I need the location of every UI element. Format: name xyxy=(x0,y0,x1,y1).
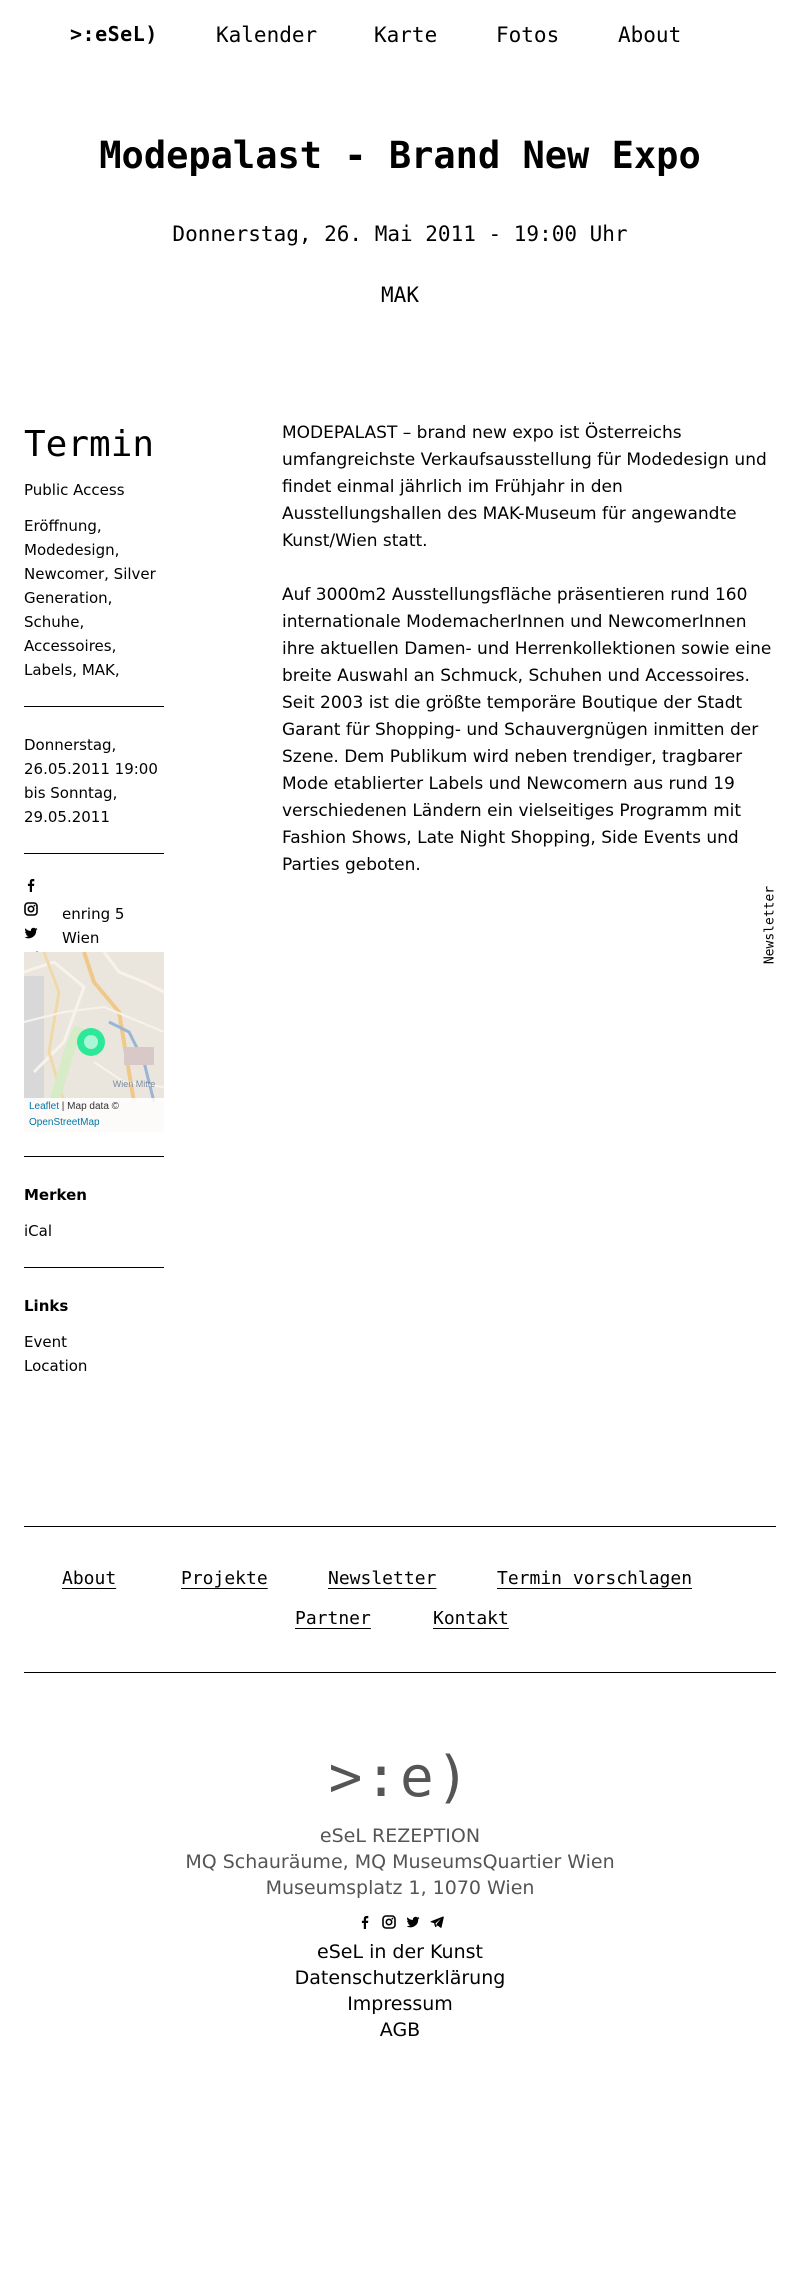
divider xyxy=(24,853,164,854)
footer-logo[interactable]: >:e) xyxy=(328,1745,472,1810)
event-link[interactable]: Event xyxy=(24,1333,67,1351)
footer-kontakt-link[interactable]: Kontakt xyxy=(433,1608,509,1629)
address-street: enring 5 xyxy=(62,905,125,923)
newsletter-tab[interactable] xyxy=(760,885,780,965)
map-station-label: Wien Mitte xyxy=(112,1079,156,1089)
footer-address-1: MQ Schauräume, MQ MuseumsQuartier Wien xyxy=(185,1851,615,1873)
event-sidebar xyxy=(24,420,164,1378)
event-tags: Eröffnung, Modedesign, Newcomer, Silver Generation, Schuhe, Accessoires, Labels, MAK, xyxy=(24,517,156,679)
facebook-icon[interactable] xyxy=(24,878,38,892)
footer-agb-link[interactable]: AGB xyxy=(379,2019,421,2041)
footer-address-2: Museumsplatz 1, 1070 Wien xyxy=(265,1877,535,1899)
address-city: Wien xyxy=(62,929,100,947)
access-label: Public Access xyxy=(24,481,125,499)
newsletter-tab-label: Newsletter xyxy=(762,885,778,965)
footer-partner-link[interactable]: Partner xyxy=(295,1608,371,1629)
event-description xyxy=(282,420,782,906)
facebook-icon[interactable] xyxy=(358,1915,372,1929)
sidebar-heading: Termin xyxy=(24,424,155,465)
map-tiles[interactable] xyxy=(24,952,164,1102)
location-link[interactable]: Location xyxy=(24,1357,88,1375)
footer-about-link[interactable]: About xyxy=(62,1568,117,1589)
attribution-sep: | Map data © xyxy=(59,1101,120,1112)
footer-divider-bottom xyxy=(24,1672,776,1673)
address-block xyxy=(24,902,164,952)
instagram-icon[interactable] xyxy=(382,1915,396,1929)
divider xyxy=(24,1267,164,1268)
nav-fotos[interactable]: Fotos xyxy=(496,23,560,47)
event-title: Modepalast - Brand New Expo xyxy=(99,134,701,177)
footer-impressum-link[interactable]: Impressum xyxy=(347,1993,453,2015)
twitter-icon[interactable] xyxy=(24,926,38,940)
footer-social-icons xyxy=(358,1915,448,1931)
merken-label: Merken xyxy=(24,1186,87,1204)
description-paragraph-2: Auf 3000m2 Ausstellungsfläche präsentieren rund 160 internationale ModemacherInnen und NewcomerInnen ihre aktuellen Damen- und Herrenkollektionen sowie eine breite Auswahl an Schmuck, Schuhen und Accessoires. Seit 2003 ist die größte temporäre Boutique der Stadt Garant für Shopping- und Schauvergnügen inmitten der Szene. Dem Publikum wird neben trendiger, tragbarer Mode etablierter Labels und Newcomern aus rund 19 verschiedenen Ländern ein vielseitiges Programm mit Fashion Shows, Late Night Shopping, Side Events und Parties geboten. xyxy=(282,585,772,875)
location-map[interactable] xyxy=(24,952,164,1132)
nav-about[interactable]: About xyxy=(618,23,682,47)
twitter-icon[interactable] xyxy=(406,1915,420,1929)
map-attribution xyxy=(24,1098,164,1132)
footer-kunst-link[interactable]: eSeL in der Kunst xyxy=(317,1941,483,1963)
event-venue: MAK xyxy=(381,283,419,307)
description-paragraph-1: MODEPALAST – brand new expo ist Österreichs umfangreichste Verkaufsausstellung für Modedesign und findet einmal jährlich im Frühjahr in den Ausstellungshallen des MAK-Museum für angewandte Kunst/Wien statt. xyxy=(282,423,767,551)
footer-rezeption: eSeL REZEPTION xyxy=(319,1825,481,1847)
leaflet-link[interactable]: Leaflet xyxy=(29,1101,60,1112)
divider xyxy=(24,706,164,707)
site-logo[interactable]: >:eSeL) xyxy=(70,22,158,46)
footer-datenschutz-link[interactable]: Datenschutzerklärung xyxy=(294,1967,506,1989)
footer-projekte-link[interactable]: Projekte xyxy=(181,1568,268,1589)
nav-kalender[interactable]: Kalender xyxy=(216,23,318,47)
top-navigation xyxy=(0,0,800,74)
footer-divider-top xyxy=(24,1526,776,1527)
telegram-icon[interactable] xyxy=(430,1915,444,1929)
event-date: Donnerstag, 26. Mai 2011 - 19:00 Uhr xyxy=(172,222,628,246)
footer-newsletter-link[interactable]: Newsletter xyxy=(328,1568,437,1589)
osm-link[interactable]: OpenStreetMap xyxy=(29,1117,100,1128)
ical-link[interactable]: iCal xyxy=(24,1222,53,1240)
links-label: Links xyxy=(24,1297,69,1315)
instagram-icon[interactable] xyxy=(24,902,38,916)
event-date-range: Donnerstag, 26.05.2011 19:00 bis Sonntag, 29.05.2011 xyxy=(24,736,158,826)
divider xyxy=(24,1156,164,1157)
nav-karte[interactable]: Karte xyxy=(374,23,438,47)
footer-termin-link[interactable]: Termin vorschlagen xyxy=(497,1568,693,1589)
